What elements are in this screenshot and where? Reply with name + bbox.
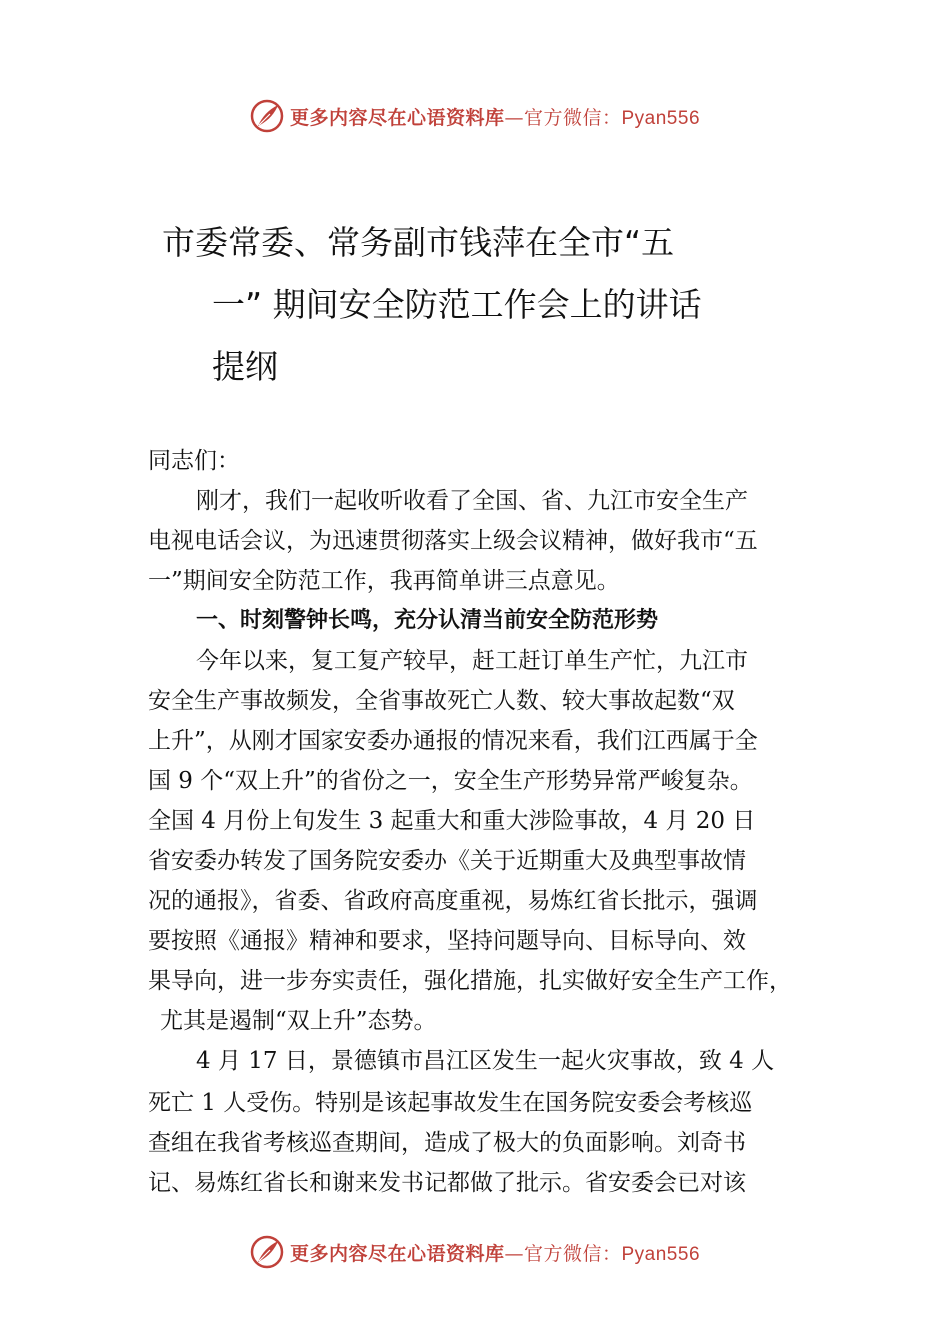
paragraph-line: 上升”，从刚才国家安委办通报的情况来看，我们江西属于全 bbox=[148, 728, 758, 754]
banner-text bbox=[290, 1239, 700, 1266]
banner-dash: — bbox=[504, 1242, 524, 1265]
paragraph-line: 果导向，进一步夯实责任，强化措施，扎实做好安全生产工作， bbox=[148, 968, 792, 994]
banner-dash: — bbox=[504, 106, 524, 129]
banner-library-text: 更多内容尽在心语资料库 bbox=[289, 106, 505, 129]
paragraph-line: 刚才，我们一起收听收看了全国、省、九江市安全生产 bbox=[196, 488, 748, 514]
paragraph-line: 查组在我省考核巡查期间，造成了极大的负面影响。刘奇书 bbox=[148, 1130, 746, 1156]
feather-pen-logo-icon bbox=[250, 1235, 284, 1269]
document-title-line-1: 市委常委、常务副市钱萍在全市“五 bbox=[162, 223, 675, 262]
section-heading-1: 一、时刻警钟长鸣，充分认清当前安全防范形势 bbox=[196, 608, 659, 633]
feather-pen-logo-icon bbox=[250, 99, 284, 133]
paragraph-line: 今年以来，复工复产较早，赶工赶订单生产忙，九江市 bbox=[196, 648, 748, 674]
banner-wechat-label: 官方微信： bbox=[523, 1242, 622, 1265]
banner-text bbox=[290, 103, 700, 130]
footer-banner bbox=[0, 1230, 950, 1274]
document-title-line-2: 一” 期间安全防范工作会上的讲话 bbox=[212, 285, 702, 324]
paragraph-line: 安全生产事故频发，全省事故死亡人数、较大事故起数“双 bbox=[148, 688, 735, 714]
banner-wechat-label: 官方微信： bbox=[523, 106, 622, 129]
banner-wechat-id: Pyan556 bbox=[621, 107, 701, 129]
greeting: 同志们： bbox=[148, 448, 240, 474]
paragraph-line: 况的通报》，省委、省政府高度重视，易炼红省长批示，强调 bbox=[148, 888, 758, 914]
header-banner bbox=[0, 94, 950, 138]
banner-library-text: 更多内容尽在心语资料库 bbox=[289, 1242, 505, 1265]
paragraph-line: 全国 4 月份上旬发生 3 起重大和重大涉险事故，4 月 20 日 bbox=[148, 808, 756, 834]
paragraph-line: 一”期间安全防范工作，我再简单讲三点意见。 bbox=[148, 568, 620, 594]
document-title-line-3: 提纲 bbox=[212, 347, 278, 386]
paragraph-line: 4 月 17 日，景德镇市昌江区发生一起火灾事故，致 4 人 bbox=[196, 1048, 775, 1074]
paragraph-line: 国 9 个“双上升”的省份之一，安全生产形势异常严峻复杂。 bbox=[148, 768, 753, 794]
paragraph-line: 死亡 1 人受伤。特别是该起事故发生在国务院安委会考核巡 bbox=[148, 1090, 753, 1116]
paragraph-line: 要按照《通报》精神和要求，坚持问题导向、目标导向、效 bbox=[148, 928, 746, 954]
paragraph-line: 记、易炼红省长和谢来发书记都做了批示。省安委会已对该 bbox=[148, 1170, 746, 1196]
paragraph-line: 尤其是遏制“双上升”态势。 bbox=[160, 1008, 437, 1034]
paragraph-line: 省安委办转发了国务院安委办《关于近期重大及典型事故情 bbox=[148, 848, 746, 874]
paragraph-line: 电视电话会议，为迅速贯彻落实上级会议精神，做好我市“五 bbox=[148, 528, 758, 554]
banner-wechat-id: Pyan556 bbox=[621, 1243, 701, 1265]
